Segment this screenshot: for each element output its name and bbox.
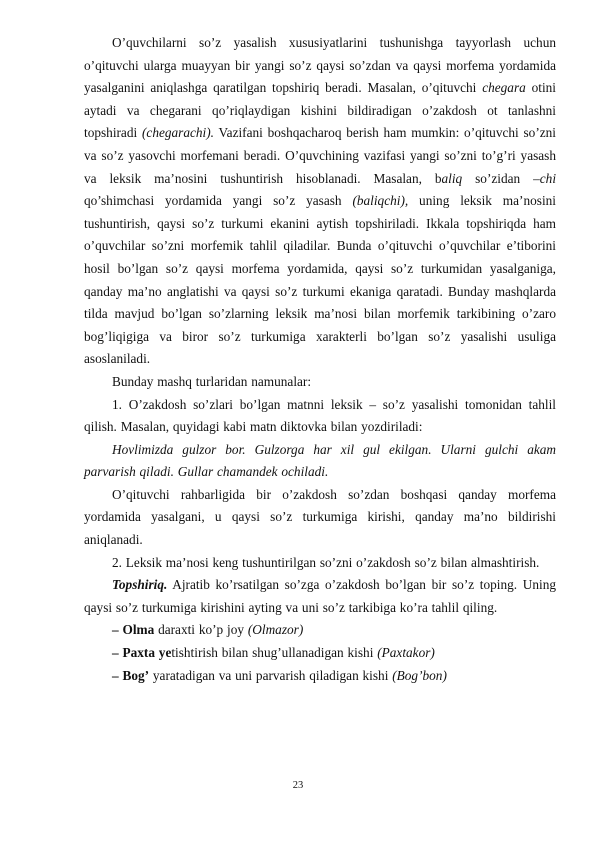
task-text: Ajratib ko’rsatilgan so’zga o’zakdosh bo’lgan bir so’z toping. Uning qaysi so’z turkumiga kirishini ayting va uni so’z tarkibiga ko’ra tahlil qiling. <box>84 577 556 615</box>
paragraph-teacher-guidance: O’qituvchi rahbarligida bir o’zakdosh so’zdan boshqasi qanday morfema yordamida yasalgani, u qaysi so’z turkumiga kirishi, qanday ma’no bildirishi aniqlanadi. <box>84 486 556 548</box>
list-item-text: tishtirish bilan shug’ullanadigan kishi <box>171 645 378 661</box>
list-item-answer: (Paxtakor) <box>377 645 435 661</box>
list-item-keyword: – Olma <box>112 622 155 638</box>
text-run: O’quvchilarni so’z yasalish xususiyatlarini tushunishga tayyorlash uchun o’qituvchi ularga muayyan bir yangi so’z qaysi so’zdan va qaysi morfema yordamida yasalganini aniqlashga qaratilgan topshiriq beradi. Masalan, o’qituvchi <box>84 35 556 96</box>
paragraph-task <box>84 574 556 619</box>
list-item-keyword: – Paxta ye <box>112 645 172 661</box>
list-item <box>84 619 556 642</box>
page-number: 23 <box>292 780 304 791</box>
paragraph-word-formation-intro <box>84 32 556 371</box>
list-item-answer: (Olmazor) <box>247 622 304 638</box>
task-label: Topshiriq. <box>112 577 168 593</box>
text-run: Vazifani boshqacharoq berish ham mumkin: o’qituvchi so’zni va so’z yasovchi morfemani beradi. O’quvchining vazifasi yangi so’zni to’g’ri yasash va leksik ma’nosini tushuntirish hisoblanadi. Masalan, b <box>84 125 556 186</box>
paragraph-exercise-1: 1. O’zakdosh so’zlari bo’lgan matnni leksik – so’z yasalishi tomonidan tahlil qilish. Masalan, quyidagi kabi matn diktovka bilan yozdiriladi: <box>84 396 556 435</box>
example-word: chegara <box>482 80 526 96</box>
example-word: (baliqchi), <box>352 193 409 209</box>
paragraph-exercise-types: Bunday mashq turlaridan namunalar: <box>112 373 312 389</box>
list-item-keyword: – Bog’ <box>112 667 150 683</box>
list-item-text: yaratadigan va uni parvarish qiladigan kishi <box>149 667 393 683</box>
example-suffix: chi <box>539 170 557 186</box>
list-item <box>84 642 556 665</box>
example-word: (chegarachi). <box>141 125 214 141</box>
text-run: qo’shimchasi yordamida yangi so’z yasash <box>84 193 353 209</box>
text-run: otini aytadi va chegarani qo’riqlaydigan kishini bildiradigan o’zakdosh ot tanlashni topshiradi <box>84 80 556 141</box>
list-item-answer: (Bog’bon) <box>392 667 447 683</box>
paragraph-dictation-text: Hovlimizda gulzor bor. Gulzorga har xil gul ekilgan. Ularni gulchi akam parvarish qiladi. Gullar chamandek ochiladi. <box>84 441 556 480</box>
page-body <box>84 32 556 687</box>
paragraph-exercise-2: 2. Leksik ma’nosi keng tushuntirilgan so’zni o’zakdosh so’z bilan almashtirish. <box>112 554 540 570</box>
text-run: uning leksik ma’nosini tushuntirish, qaysi so’z turkumi ekanini aytish topshiriladi. Ikkala topshiriqda ham o’quvchilar so’zni morfemik tahlil qiladilar. Bunda o’qituvchi o’quvchilar e’tiborini hosil bo’lgan so’z qaysi morfema yordamida, qaysi so’z turkumidan yasalganiga, qanday ma’no anglatishi va qaysi so’z turkumi ekaniga qaratadi. Bunday mashqlarda tilda mavjud bo’lgan so’zlarning leksik ma’nosi bilan morfemik tarkibining o’zaro bog’liqigiga va biror so’z turkumiga xarakterli bo’lgan so’z yasalishi usuliga asoslaniladi. <box>84 193 556 367</box>
list-item-text: daraxti ko’p joy <box>154 622 248 638</box>
list-item <box>84 665 556 688</box>
example-word: aliq <box>441 170 463 186</box>
text-run: so’zidan – <box>462 170 540 186</box>
